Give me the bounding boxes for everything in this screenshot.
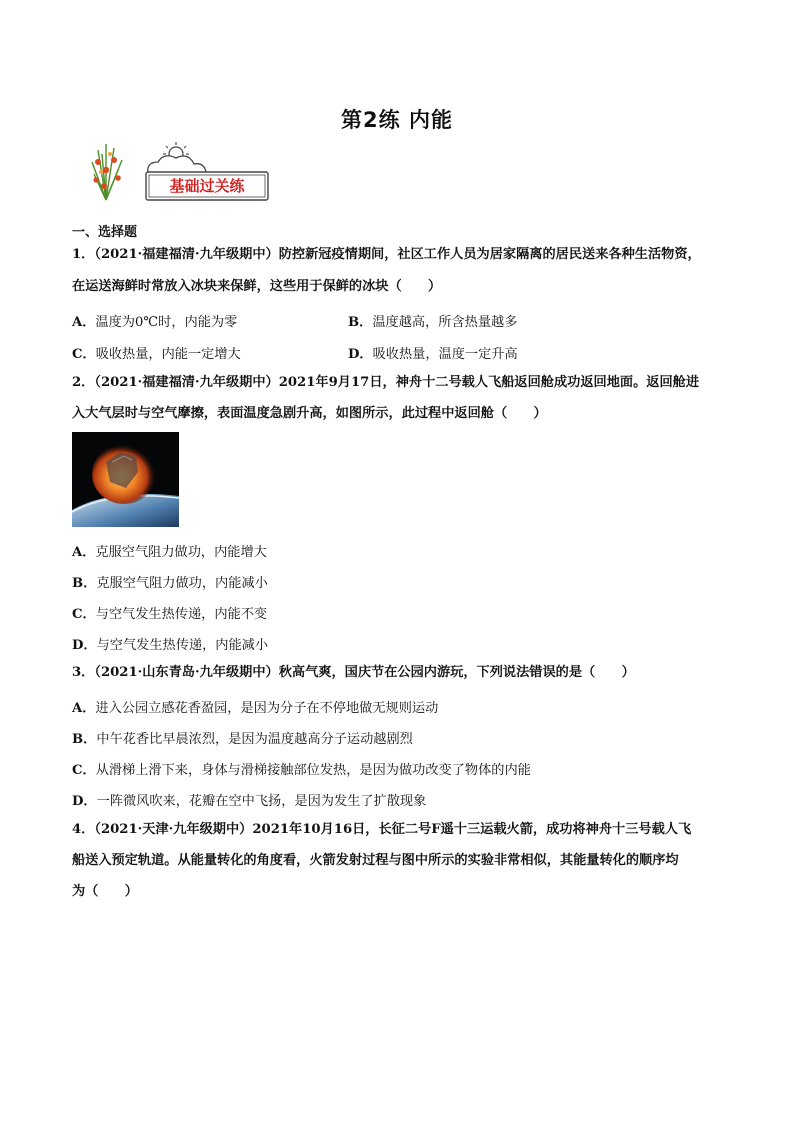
question-3-option-b — [72, 728, 413, 747]
option-letter: A． — [72, 545, 96, 560]
option-text: 与空气发生热传递，内能不变 — [95, 607, 268, 622]
option-text: 中午花香比早晨浓烈，是因为温度越高分子运动越剧烈 — [96, 732, 413, 747]
option-letter: C． — [72, 607, 96, 622]
option-letter: C． — [72, 763, 96, 778]
option-letter: D． — [72, 794, 97, 809]
option-text: 温度越高，所含热量越多 — [372, 315, 518, 330]
question-3-line-1: 3．（2021·山东青岛·九年级期中）秋高气爽，国庆节在公园内游玩，下列说法错误的是（ ） — [72, 665, 635, 680]
question-3-option-c — [72, 759, 531, 778]
question-1-line-1: 1．（2021·福建福清·九年级期中）防控新冠疫情期间，社区工作人员为居家隔离的居民送来各种生活物资， — [72, 247, 701, 262]
reentry-capsule-photo — [72, 432, 179, 527]
option-text: 从滑梯上滑下来，身体与滑梯接触部位发热，是因为做功改变了物体的内能 — [95, 763, 531, 778]
question-2-option-b — [72, 572, 268, 591]
option-text: 进入公园立感花香盈园，是因为分子在不停地做无规则运动 — [95, 701, 439, 716]
question-1-line-2: 在运送海鲜时常放入冰块来保鲜，这些用于保鲜的冰块（ ） — [72, 279, 442, 294]
question-1-option-a — [72, 311, 237, 330]
question-4-line-3: 为（ ） — [72, 884, 138, 899]
question-4-line-2: 船送入预定轨道。从能量转化的角度看，火箭发射过程与图中所示的实验非常相似，其能量转化的顺序均 — [72, 853, 679, 868]
option-letter: A． — [72, 701, 96, 716]
page-title: 第2练 内能 — [341, 108, 453, 132]
question-1-option-b — [348, 311, 517, 330]
option-letter: B． — [72, 576, 97, 591]
option-letter: B． — [348, 315, 373, 330]
section-banner — [84, 140, 274, 202]
option-letter: D． — [72, 638, 97, 653]
question-2-option-c — [72, 603, 267, 622]
question-2-option-d — [72, 634, 268, 653]
option-letter: A． — [72, 315, 96, 330]
option-text: 克服空气阻力做功，内能减小 — [96, 576, 268, 591]
question-2-line-1: 2．（2021·福建福清·九年级期中）2021年9月17日，神舟十二号载人飞船返回舱成功返回地面。返回舱进 — [72, 375, 700, 390]
option-text: 一阵微风吹来，花瓣在空中飞扬，是因为发生了扩散现象 — [96, 794, 427, 809]
option-letter: D． — [348, 347, 373, 362]
option-letter: C． — [72, 347, 96, 362]
option-text: 温度为0℃时，内能为零 — [95, 315, 238, 330]
option-text: 吸收热量，内能一定增大 — [95, 347, 241, 362]
option-text: 与空气发生热传递，内能减小 — [96, 638, 269, 653]
question-3-option-d — [72, 790, 426, 809]
question-2-line-2: 入大气层时与空气摩擦，表面温度急剧升高，如图所示，此过程中返回舱（ ） — [72, 406, 547, 421]
question-2-option-a — [72, 541, 267, 560]
question-1-option-d — [348, 343, 518, 362]
question-1-option-c — [72, 343, 241, 362]
section-heading: 一、选择题 — [72, 225, 138, 240]
question-4-line-1: 4．（2021·天津·九年级期中）2021年10月16日，长征二号F遥十三运载火箭，成功将神舟十三号载人飞 — [72, 822, 692, 837]
question-3-option-a — [72, 697, 438, 716]
banner-label: 基础过关练 — [169, 177, 245, 195]
option-text: 克服空气阻力做功，内能增大 — [95, 545, 267, 560]
option-text: 吸收热量，温度一定升高 — [372, 347, 518, 362]
option-letter: B． — [72, 732, 97, 747]
